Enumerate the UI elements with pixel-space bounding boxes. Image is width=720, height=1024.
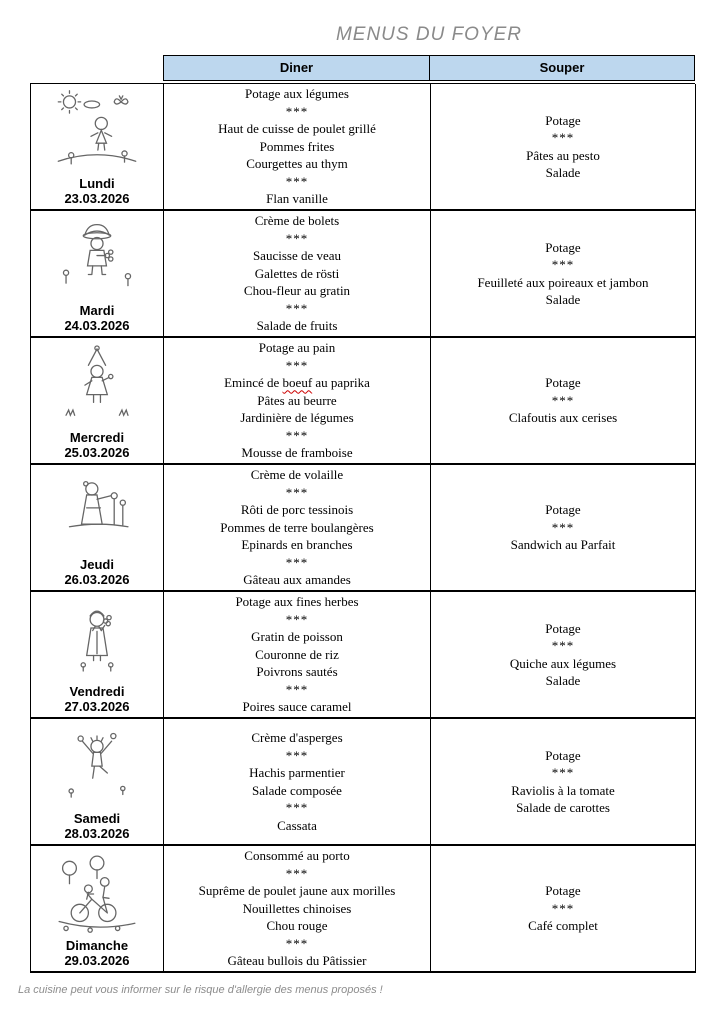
- menu-item: Salade: [545, 165, 581, 180]
- menu-item: Potage: [545, 620, 581, 636]
- day-cell: [31, 465, 164, 592]
- menu-item: Salade de fruits: [256, 318, 338, 334]
- cheering-child-with-flowers-icon: [51, 722, 143, 811]
- menu-item: Hachis parmentier: [249, 765, 345, 780]
- day-name: Mardi: [79, 303, 115, 318]
- day-date: 29.03.2026: [64, 953, 130, 968]
- souper-menu-cell: [431, 338, 696, 465]
- menu-item: Gâteau bullois du Pâtissier: [227, 953, 367, 969]
- course-separator: ***: [551, 519, 575, 535]
- table-row: [31, 846, 695, 973]
- menu-item: Rôti de porc tessinois: [240, 502, 354, 518]
- souper-menu-cell: [431, 592, 696, 719]
- menu-item: Crème de bolets: [254, 213, 340, 229]
- diner-menu-cell: [164, 465, 431, 592]
- day-name: Mercredi: [69, 430, 125, 445]
- menu-item: Clafoutis aux cerises: [508, 410, 618, 426]
- diner-menu-cell: [164, 719, 431, 846]
- day-cell: [31, 719, 164, 846]
- course-separator: ***: [551, 900, 575, 916]
- course-separator: ***: [285, 484, 309, 500]
- table-row: [31, 465, 695, 592]
- grandmother-picking-flowers-icon: [51, 468, 143, 557]
- boy-with-hat-holding-flowers-icon: [51, 214, 143, 303]
- table-row: [31, 211, 695, 338]
- day-cell: [31, 592, 164, 719]
- day-date: 26.03.2026: [64, 572, 130, 587]
- menu-item: Saucisse de veau: [252, 248, 342, 264]
- souper-menu-cell: [431, 211, 696, 338]
- menu-item: Feuilleté aux poireaux et jambon: [477, 274, 649, 290]
- diner-menu-cell: [164, 338, 431, 465]
- course-separator: ***: [285, 681, 309, 697]
- day-date: 27.03.2026: [64, 699, 130, 714]
- souper-menu-cell: [431, 719, 696, 846]
- menu-item: Potage: [545, 747, 581, 763]
- menu-item: Potage: [545, 239, 581, 255]
- menu-item: Chou rouge: [266, 918, 328, 934]
- menu-item: Potage aux légumes: [245, 86, 349, 102]
- day-name: Dimanche: [65, 938, 129, 953]
- menu-item: Potage au pain: [258, 340, 336, 356]
- children-riding-bicycles-icon: [51, 849, 143, 938]
- menu-item: Potage: [545, 883, 581, 899]
- menu-item: Pommes de terre boulangères: [220, 519, 374, 535]
- day-cell: [31, 338, 164, 465]
- menu-item: Nouillettes chinoises: [242, 900, 352, 916]
- course-separator: ***: [285, 357, 309, 373]
- day-date: 23.03.2026: [64, 191, 130, 206]
- menu-item: Consommé au porto: [244, 848, 350, 864]
- table-row: [31, 338, 695, 465]
- course-separator: ***: [285, 103, 309, 119]
- table-body: [30, 83, 695, 973]
- menu-item: Salade de carottes: [516, 800, 610, 815]
- day-name: Jeudi: [80, 557, 114, 572]
- menu-item: Mousse de framboise: [241, 445, 353, 461]
- menu-item: Poires sauce caramel: [242, 699, 352, 715]
- course-separator: ***: [285, 300, 309, 316]
- course-separator: ***: [551, 257, 575, 272]
- course-separator: ***: [285, 554, 309, 570]
- course-separator: ***: [551, 765, 575, 780]
- menu-item: Haut de cuisse de poulet grillé: [218, 121, 376, 137]
- table-row: [31, 719, 695, 846]
- menu-item: Jardinière de légumes: [240, 410, 354, 426]
- misspelled-word: boeuf: [282, 375, 313, 391]
- girl-with-pointed-hat-icon: [51, 341, 143, 430]
- day-name: Lundi: [79, 176, 115, 191]
- menu-item: Chou-fleur au gratin: [243, 283, 351, 299]
- column-header-souper: Souper: [430, 55, 695, 81]
- course-separator: ***: [551, 392, 575, 408]
- menu-item: Suprême de poulet jaune aux morilles: [198, 883, 396, 899]
- page-title: MENUS DU FOYER: [335, 24, 523, 45]
- menu-item: Salade: [545, 292, 581, 307]
- course-separator: ***: [285, 747, 309, 763]
- menu-item: Flan vanille: [266, 191, 328, 207]
- menu-item: Galettes de rösti: [254, 265, 340, 281]
- souper-menu-cell: [431, 465, 696, 592]
- menu-item: Potage aux fines herbes: [235, 594, 359, 610]
- menu-item: Raviolis à la tomate: [511, 782, 615, 798]
- girl-with-headscarf-smelling-flowers-icon: [51, 595, 143, 684]
- menu-item: Sandwich au Parfait: [510, 537, 616, 553]
- course-separator: ***: [285, 611, 309, 627]
- menu-item: Salade: [545, 673, 581, 688]
- table-row: [31, 592, 695, 719]
- course-separator: ***: [285, 935, 309, 951]
- menu-item: Gratin de poisson: [251, 629, 343, 645]
- column-header-diner: Diner: [163, 55, 430, 81]
- course-separator: ***: [285, 230, 309, 246]
- day-name: Vendredi: [69, 684, 125, 699]
- day-date: 25.03.2026: [64, 445, 130, 460]
- menu-item: Potage: [545, 112, 581, 128]
- menu-item: Courgettes au thym: [246, 156, 348, 172]
- table-header: [163, 55, 695, 81]
- table-row: [31, 84, 695, 211]
- menu-item: Pommes frites: [259, 138, 335, 154]
- menu-item: Emincé de boeuf au paprika: [224, 375, 370, 391]
- menu-table: [30, 55, 695, 973]
- menu-item: Quiche aux légumes: [509, 655, 617, 671]
- menu-item: Café complet: [528, 918, 598, 934]
- diner-menu-cell: [164, 846, 431, 973]
- diner-menu-cell: [164, 84, 431, 211]
- course-separator: ***: [285, 173, 309, 189]
- menu-item: Potage: [545, 375, 581, 391]
- day-date: 28.03.2026: [64, 826, 130, 841]
- diner-menu-cell: [164, 211, 431, 338]
- menu-item: Cassata: [277, 817, 317, 833]
- course-separator: ***: [551, 130, 575, 145]
- course-separator: ***: [551, 638, 575, 653]
- day-cell: [31, 211, 164, 338]
- day-date: 24.03.2026: [64, 318, 130, 333]
- day-name: Samedi: [73, 811, 121, 826]
- course-separator: ***: [285, 427, 309, 443]
- menu-item: Crème d'asperges: [251, 730, 343, 745]
- course-separator: ***: [285, 800, 309, 815]
- day-cell: [31, 846, 164, 973]
- child-in-meadow-with-sun-icon: [51, 87, 143, 176]
- menu-item: Epinards en branches: [241, 537, 353, 553]
- course-separator: ***: [285, 865, 309, 881]
- menu-item: Salade composée: [252, 782, 342, 798]
- menu-item: Pâtes au beurre: [257, 392, 337, 408]
- souper-menu-cell: [431, 846, 696, 973]
- souper-menu-cell: [431, 84, 696, 211]
- diner-menu-cell: [164, 592, 431, 719]
- menu-item: Gâteau aux amandes: [243, 572, 351, 588]
- allergy-note: La cuisine peut vous informer sur le risque d'allergie des menus proposés !: [18, 984, 383, 996]
- menu-item: Potage: [545, 502, 581, 518]
- day-cell: [31, 84, 164, 211]
- menu-item: Poivrons sautés: [256, 664, 338, 680]
- menu-item: Crème de volaille: [250, 467, 344, 483]
- menu-item: Pâtes au pesto: [526, 147, 600, 163]
- menu-item: Couronne de riz: [255, 646, 339, 662]
